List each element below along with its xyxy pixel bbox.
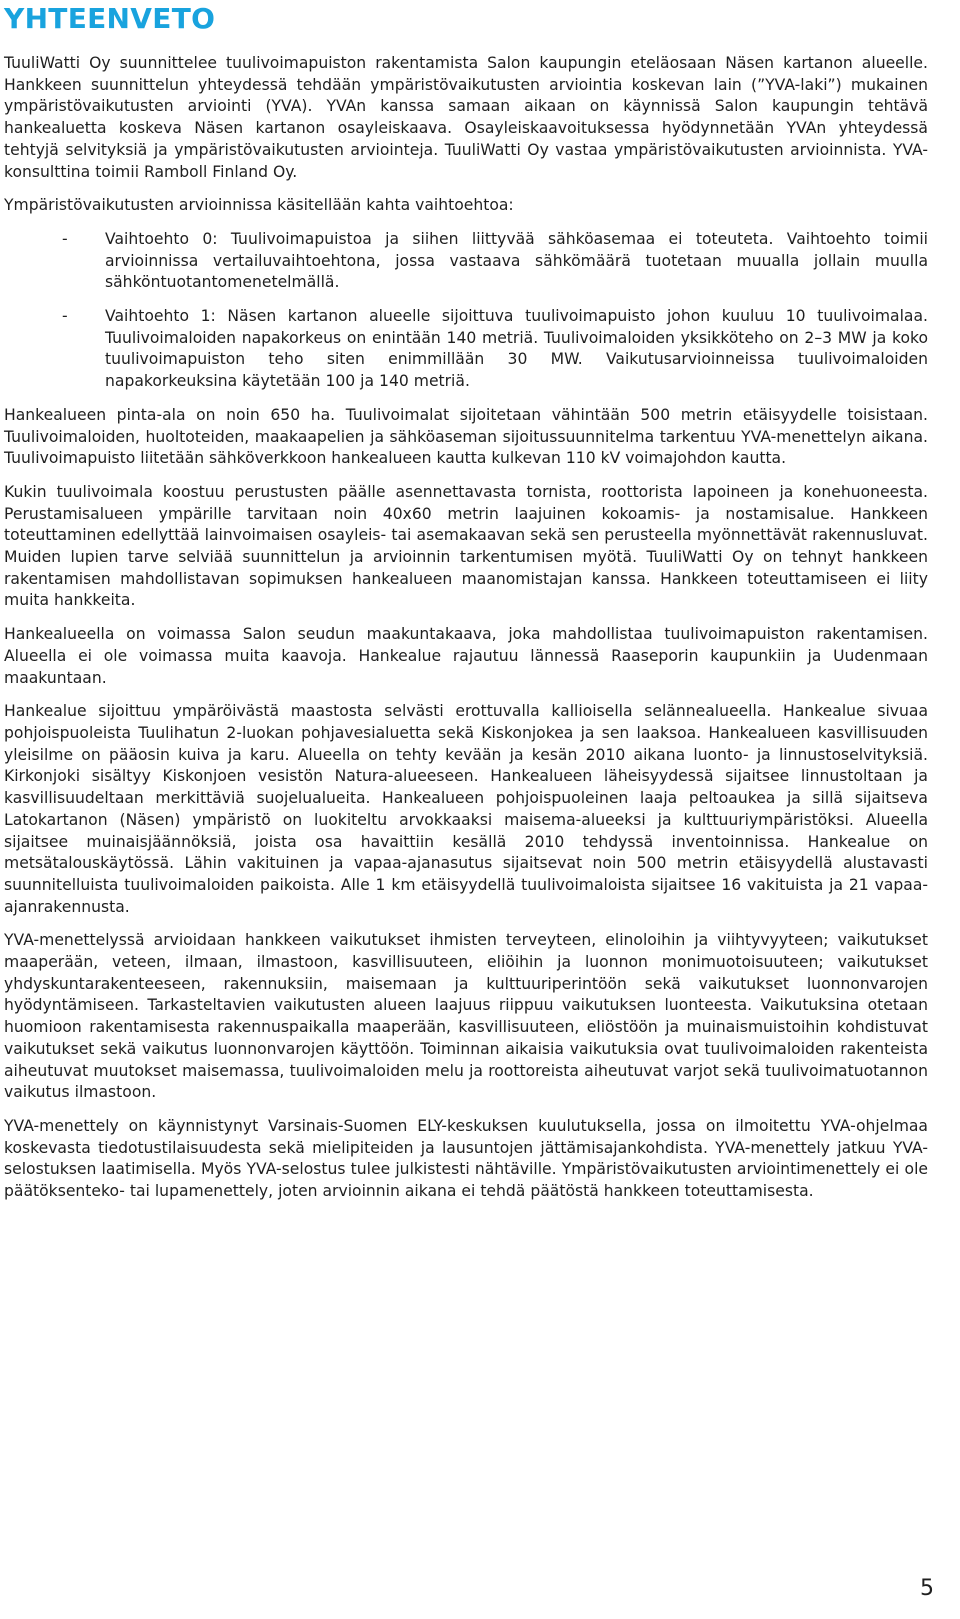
- alternatives-list: [4, 229, 928, 393]
- environment-paragraph: Hankealue sijoittuu ympäröivästä maastosta selvästi erottuvalla kallioisella selännealueella. Hankealue sivuaa pohjoispuoleista Tuulihatun 2-luokan pohjavesialuetta sekä Kiskonjokea ja sen laaksoa. Hankealueen kasvillisuuden yleisilme on pääosin kuiva ja karu. Alueella on tehty kevään ja kesän 2010 aikana luonto- ja linnustoselvityksiä. Kirkonjoki sisältyy Kiskonjoen vesistön Natura-alueeseen. Hankealueen läheisyydessä sijaitsee linnustoltaan ja kasvillisuudeltaan merkittäviä suojelualueita. Hankealueen pohjoispuoleinen laaja peltoaukea ja sillä sijaitseva Latokartanon (Näsen) ympäristö on luokiteltu arvokkaaksi maisema-alueeksi ja kulttuuriympäristöksi. Alueella sijaitsee muinaisjäännöksiä, joista osa havaittiin kesällä 2010 tehdyssä inventoinnissa. Hankealue on metsätalouskäytössä. Lähin vakituinen ja vapaa-ajanasutus sijaitsevat noin 500 metrin etäisyydellä alustavasti suunnitelluista tuulivoimaloiden paikoista. Alle 1 km etäisyydellä tuulivoimaloista sijaitsee 16 vakituista ja 21 vapaa-ajanrakennusta.: [4, 702, 928, 916]
- alternative-0-text: Vaihtoehto 0: Tuulivoimapuistoa ja siihen liittyvää sähköasemaa ei toteuteta. Vaihtoehto toimii arvioinnissa vertailuvaihtoehtona, jossa vastaava sähkömäärä tuotetaan muualla jollain muulla sähköntuotantomenetelmällä.: [105, 229, 928, 292]
- area-paragraph: Hankealueen pinta-ala on noin 650 ha. Tuulivoimalat sijoitetaan vähintään 500 metrin etäisyydelle toisistaan. Tuulivoimaloiden, huoltoteiden, maakaapelien ja sähköaseman sijoitussuunnitelma tarkentuu YVA-menettelyn aikana. Tuulivoimapuisto liitetään sähköverkkoon hankealueen kautta kulkevan 110 kV voimajohdon kautta.: [4, 405, 928, 468]
- document-page: [4, 0, 928, 1203]
- list-bullet: -: [62, 307, 68, 326]
- list-item: [4, 229, 928, 294]
- impacts-paragraph: YVA-menettelyssä arvioidaan hankkeen vaikutukset ihmisten terveyteen, elinoloihin ja viihtyvyyteen; vaikutukset maaperään, veteen, ilmaan, ilmastoon, kasvillisuuteen, eliöihin ja luonnon monimuotoisuuteen; vaikutukset yhdyskuntarakenteeseen, rakennuksiin, maisemaan ja kulttuuriperintöön sekä vaikutukset luonnonvarojen hyödyntämiseen. Tarkasteltavien vaikutusten alueen laajuus riippuu vaikutuksen luonteesta. Vaikutuksina otetaan huomioon rakentamisesta rakennuspaikalla maaperään, kasvillisuuteen, eliöstöön ja muinaismuistoihin kohdistuvat vaikutukset sekä vaikutus luonnonvarojen käyttöön. Toiminnan aikaisia vaikutuksia ovat tuulivoimaloiden rakenteista aiheutuvat muutokset maisemassa, tuulivoimaloiden melu ja roottoreista aiheutuvat varjot sekä tuulivoimatuotannon vaikutus ilmastoon.: [4, 931, 928, 1102]
- procedure-paragraph: YVA-menettely on käynnistynyt Varsinais-Suomen ELY-keskuksen kuulutuksella, jossa on ilmoitettu YVA-ohjelmaa koskevasta tiedotustilaisuudesta sekä mielipiteiden ja lausuntojen jättämisajankohdista. YVA-menettely jatkuu YVA-selostuksen laatimisella. Myös YVA-selostus tulee julkistesti nähtäville. Ympäristövaikutusten arviointimenettely ei ole päätöksenteko- tai lupamenettely, joten arvioinnin aikana ei tehdä päätöstä hankkeen toteuttamisesta.: [4, 1116, 928, 1201]
- page-number: 5: [920, 1576, 934, 1601]
- list-item: [4, 306, 928, 393]
- turbine-paragraph: Kukin tuulivoimala koostuu perustusten päälle asennettavasta tornista, roottorista lapoineen ja konehuoneesta. Perustamisalueen ympärille tarvitaan noin 40x60 metrin laajuinen kokoamis- ja nostamisalue. Hankkeen toteuttaminen edellyttää lainvoimaisen osayleis- tai asemakaavan sekä sen perusteella myönnettävät rakennusluvat. Muiden lupien tarve selviää suunnittelun ja arvioinnin tarkentumisen myötä. TuuliWatti Oy on tehnyt hankkeen rakentamisen mahdollistavan sopimuksen hankealueen maanomistajan kanssa. Hankkeen toteuttamiseen ei liity muita hankkeita.: [4, 482, 928, 610]
- alternative-1-text: Vaihtoehto 1: Näsen kartanon alueelle sijoittuva tuulivoimapuisto johon kuuluu 10 tuulivoimalaa. Tuulivoimaloiden napakorkeus on enintään 140 metriä. Tuulivoimaloiden yksikköteho on 2–3 MW ja koko tuulivoimapuiston teho siten enimmillään 30 MW. Vaikutusarvioinneissa tuulivoimaloiden napakorkeuksina käytetään 100 ja 140 metriä.: [105, 307, 928, 391]
- page-title: YHTEENVETO: [4, 2, 216, 35]
- intro-paragraph: TuuliWatti Oy suunnittelee tuulivoimapuiston rakentamista Salon kaupungin eteläosaan Näsen kartanon alueelle. Hankkeen suunnittelun yhteydessä tehdään ympäristövaikutusten arviointia koskevan lain (”YVA-laki”) mukainen ympäristövaikutusten arviointi (YVA). YVAn kanssa samaan aikaan on käynnissä Salon kaupungin tehtävä hankealuetta koskeva Näsen kartanon osayleiskaava. Osayleiskaavoituksessa hyödynnetään YVAn yhteydessä tehtyjä selvityksiä ja ympäristövaikutusten arviointeja. TuuliWatti Oy vastaa ympäristövaikutusten arvioinnista. YVA-konsulttina toimii Ramboll Finland Oy.: [4, 54, 928, 181]
- list-bullet: -: [62, 229, 68, 248]
- alternatives-intro-paragraph: Ympäristövaikutusten arvioinnissa käsitellään kahta vaihtoehtoa:: [4, 196, 514, 215]
- planning-paragraph: Hankealueella on voimassa Salon seudun maakuntakaava, joka mahdollistaa tuulivoimapuiston rakentamisen. Alueella ei ole voimassa muita kaavoja. Hankealue rajautuu lännessä Raaseporin kaupunkiin ja Uudenmaan maakuntaan.: [4, 625, 928, 687]
